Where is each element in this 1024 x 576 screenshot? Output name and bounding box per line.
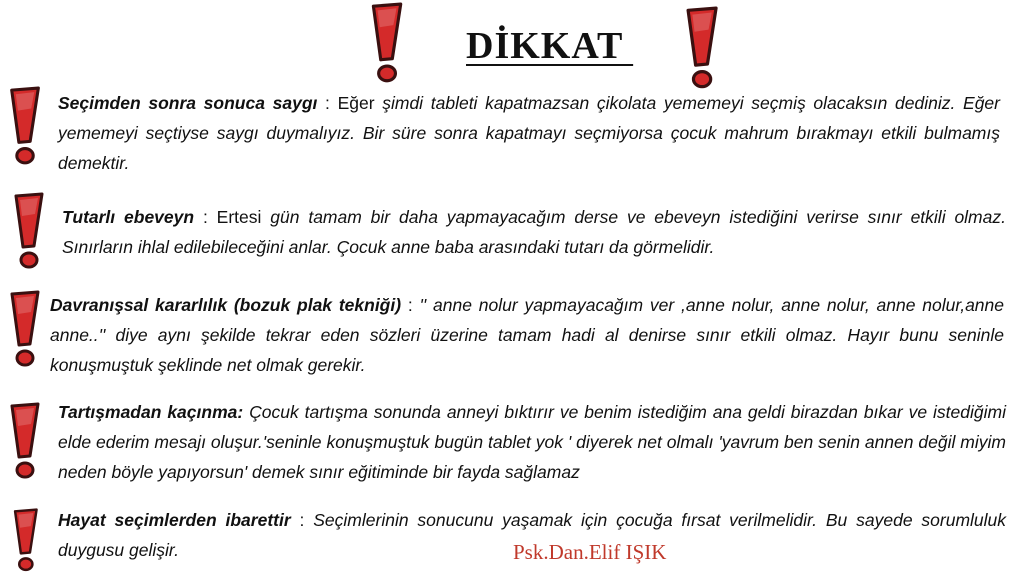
- signature: Psk.Dan.Elif IŞIK: [513, 540, 667, 564]
- section-avoid-argument: [58, 397, 1006, 487]
- section-text: '' anne nolur yapmayacağım ver ,anne nolur, anne nolur, anne nolur,anne anne..'' diye aynı şekilde tekrar eden sözleri üzerine tamam hadi al denirse sınır etkili olmaz. Hayır bunu seninle konuşmuştuk şeklinde net olmak gerekir.: [50, 295, 1005, 375]
- exclamation-icon: [2, 290, 46, 370]
- section-term: Davranışsal kararlılık (bozuk plak tekniği): [50, 295, 402, 315]
- exclamation-icon: [2, 86, 46, 168]
- section-text: şimdi tableti kapatmazsan çikolata yememeyi seçmiş olacaksın dediniz. Eğer yememeyi seçtiyse saygı duymalıyız. Bir süre sonra kapatmayı seçmiyorsa çocuk mahrum bırakmayı etkili bulmamış demektir.: [58, 93, 1000, 173]
- exclamation-icon: [4, 508, 46, 574]
- section-term: Tutarlı ebeveyn: [62, 207, 195, 227]
- section-text: Çocuk tartışma sonunda anneyi bıktırır ve benim istediğim ana geldi birazdan bıkar ve istediğimi elde ederim mesajı oluşur.'seninle konuşmuştuk bugün tablet yok ' diyerek net olmalı 'yavrum ben senin annen değil miyim neden böyle yapıyorsun' demek sınır eğitiminde bir fayda sağlamaz: [58, 402, 1006, 482]
- section-consistent-parent: Tutarlı ebeveyn : Ertesi gün tamam bir daha yapmayacağım derse ve ebeveyn istediğini verirse sınır etkili olmaz. Sınırların ihlal edilebileceğini anlar. Çocuk anne baba arasındaki tutarı da görmelidir.: [62, 207, 1006, 257]
- section-term: Seçimden sonra sonuca saygı: [58, 93, 318, 113]
- page-title: DİKKAT: [466, 25, 634, 67]
- section-life-choices: Hayat seçimlerden ibarettir : Seçimlerinin sonucunu yaşamak için çocuğa fırsat verilmelidir. Bu sayede sorumluluk duygusu gelişir.: [58, 510, 1007, 560]
- section-term: Tartışmadan kaçınma:: [58, 402, 244, 422]
- section-text: gün tamam bir daha yapmayacağım derse ve ebeveyn istediğini verirse sınır etkili olmaz. Sınırların ihlal edilebileceğini anlar. Çocuk anne baba arasındaki tutarı da görmelidir.: [62, 207, 1006, 257]
- exclamation-icon: [2, 402, 46, 482]
- exclamation-icon: [362, 2, 410, 86]
- section-text: Seçimlerinin sonucunu yaşamak için çocuğa fırsat verilmelidir. Bu sayede sorumluluk duygusu gelişir.: [58, 510, 1007, 560]
- exclamation-icon: [676, 6, 726, 92]
- section-broken-record: Davranışsal kararlılık (bozuk plak tekniği) : '' anne nolur yapmayacağım ver ,anne nolur, anne nolur, anne nolur,anne anne..'' diye aynı şekilde tekrar eden sözleri üzerine tamam hadi al denirse sınır etkili olmaz. Hayır bunu seninle konuşmuştuk şeklinde net olmak gerekir.: [50, 295, 1005, 375]
- exclamation-icon: [6, 192, 50, 272]
- section-term: Hayat seçimlerden ibarettir: [58, 510, 291, 530]
- section-respect-choice: Seçimden sonra sonuca saygı : Eğer şimdi tableti kapatmazsan çikolata yememeyi seçmiş olacaksın dediniz. Eğer yememeyi seçtiyse saygı duymalıyız. Bir süre sonra kapatmayı seçmiyorsa çocuk mahrum bırakmayı etkili bulmamış demektir.: [58, 93, 1000, 173]
